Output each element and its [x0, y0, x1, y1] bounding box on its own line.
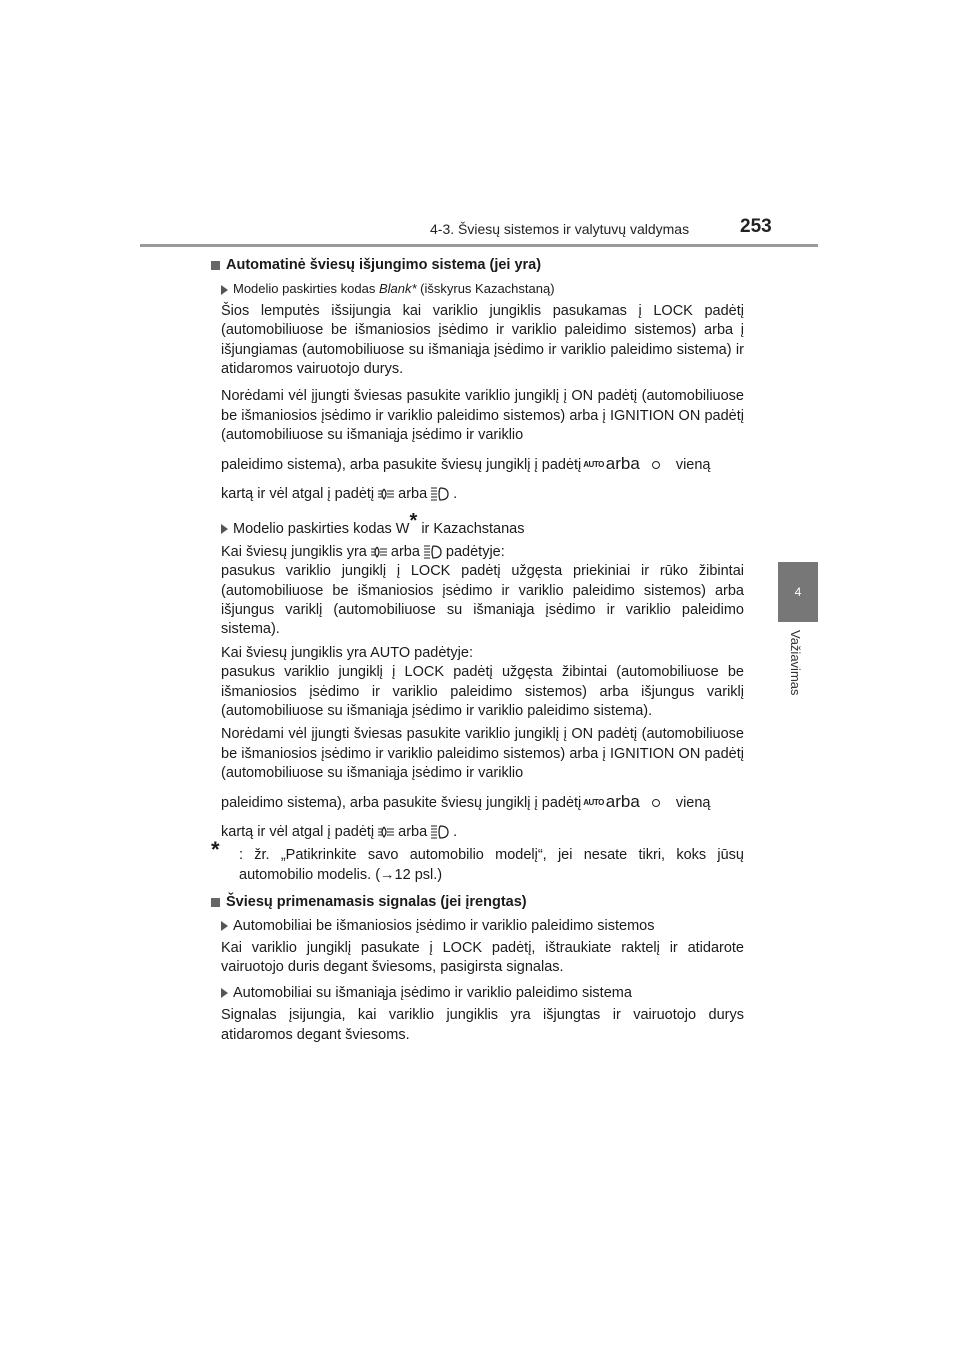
paragraph-text: paleidimo sistema), arba pasukite šviesų jungiklį į padėtį: [221, 794, 582, 811]
square-bullet-icon: [211, 261, 220, 270]
subheading-text: (išskyrus Kazachstaną): [416, 281, 555, 297]
subheading-text: Automobiliai be išmaniosios įsėdimo ir variklio paleidimo sistemos: [233, 917, 655, 934]
paragraph: Šios lemputės išsijungia kai variklio jungiklis pasukamas į LOCK padėtį (automobiliuose be išmaniosios įsėdimo ir variklio paleidimo sistemos) arba į išjungiamas (automobiliuose su išmaniąja įsėdimo ir variklio paleidimo sistema) ir atidaromos vairuotojo durys.: [221, 302, 744, 378]
page-number: 253: [740, 216, 772, 237]
paragraph: [221, 792, 744, 813]
fog-light-icon: [377, 488, 395, 500]
headlight-icon: [423, 544, 443, 560]
paragraph-text: kartą ir vėl atgal į padėtį: [221, 823, 375, 840]
paragraph: Kai šviesų jungiklis yra AUTO padėtyje:: [221, 644, 473, 661]
model-code: Blank*: [378, 281, 417, 297]
footnote-text: : žr. „Patikrinkite savo automobilio modelį“, jei nesate tikri, koks jūsų automobilio modelis. (→12 psl.): [239, 847, 744, 883]
chapter-label-text: Važiavimas: [788, 630, 803, 696]
paragraph-text: paleidimo sistema), arba pasukite šviesų jungiklį į padėtį: [221, 456, 582, 473]
section-heading: [211, 893, 744, 912]
subheading-text: Modelio paskirties kodas W: [233, 521, 410, 538]
paragraph: pasukus variklio jungiklį į LOCK padėtį užgęsta žibintai (automobiliuose be išmaniosios įsėdimo ir variklio paleidimo sistemos) arba išjungus variklį (automobiliuose su išmaniąja įsėdimo ir variklio paleidimo sistema).: [221, 664, 744, 719]
subheading: [211, 512, 744, 539]
paragraph-text: kartą ir vėl atgal į padėtį: [221, 486, 375, 503]
auto-light-icon: AUTO: [583, 798, 604, 808]
page-content: [211, 256, 744, 1045]
square-bullet-icon: [211, 898, 220, 907]
paragraph-text: .: [453, 823, 458, 840]
subheading-text: ir Kazachstanas: [417, 521, 525, 538]
arba-text: arba: [390, 543, 420, 560]
triangle-bullet-icon: [221, 285, 228, 295]
triangle-bullet-icon: [221, 921, 228, 931]
light-off-icon: [652, 799, 660, 807]
fog-light-icon: [377, 826, 395, 838]
section-heading: [211, 256, 744, 275]
subheading-text: Modelio paskirties kodas: [233, 281, 379, 297]
auto-light-icon: AUTO: [583, 460, 604, 470]
arba-text: arba: [398, 823, 428, 840]
paragraph: pasukus variklio jungiklį į LOCK padėtį užgęsta priekiniai ir rūko žibintai (automobiliuose be išmaniosios įsėdimo ir variklio paleidimo sistemos) arba išjungus variklį (automobiliuose su išmaniąja įsėdimo ir variklio paleidimo sistema).: [221, 563, 744, 638]
paragraph: Norėdami vėl įjungti šviesas pasukite variklio jungiklį į ON padėtį (automobiliuose be išmaniosios įsėdimo ir variklio paleidimo sistemos) arba į IGNITION ON padėtį (automobiliuose su išmaniąja įsėdimo ir variklio: [221, 388, 744, 444]
header-divider: [140, 244, 818, 247]
paragraph-text: Kai šviesų jungiklis yra: [221, 543, 367, 560]
arba-text: arba: [605, 453, 640, 473]
heading-text: Automatinė šviesų išjungimo sistema (jei yra): [226, 257, 542, 273]
section-title: 4-3. Šviesų sistemos ir valytuvų valdymas: [430, 221, 690, 237]
paragraph-text: .: [453, 486, 458, 503]
subheading: [211, 917, 744, 936]
footnote-star: *: [211, 837, 220, 863]
triangle-bullet-icon: [221, 988, 228, 998]
chapter-label: [785, 630, 805, 720]
headlight-icon: [430, 824, 450, 840]
paragraph: [221, 543, 744, 562]
paragraph: [221, 823, 744, 842]
paragraph: Norėdami vėl įjungti šviesas pasukite variklio jungiklį į ON padėtį (automobiliuose be išmaniosios įsėdimo ir variklio paleidimo sistemos) arba į IGNITION ON padėtį (automobiliuose su išmaniąja įsėdimo ir variklio: [221, 726, 744, 782]
arba-text: arba: [605, 791, 640, 811]
heading-text: Šviesų primenamasis signalas (jei įrengtas): [226, 894, 527, 911]
paragraph-text: padėtyje:: [445, 543, 505, 560]
paragraph-text: vieną: [675, 794, 711, 811]
paragraph: [221, 454, 744, 475]
headlight-icon: [430, 486, 450, 502]
footnote: [211, 837, 744, 885]
paragraph: [221, 485, 744, 504]
light-off-icon: [652, 461, 660, 469]
footnote-star: *: [409, 510, 418, 533]
paragraph: Kai variklio jungiklį pasukate į LOCK padėtį, ištraukiate raktelį ir atidarote vairuotojo duris degant šviesoms, pasigirsta signalas.: [221, 940, 744, 976]
chapter-tab: 4: [778, 562, 818, 622]
subheading: [211, 279, 744, 298]
paragraph: Signalas įsijungia, kai variklio jungiklis yra išjungtas ir vairuotojo durys atidaromos degant šviesoms.: [221, 1007, 744, 1043]
paragraph-text: vieną: [675, 456, 711, 473]
triangle-bullet-icon: [221, 524, 228, 534]
subheading-text: Automobiliai su išmaniąja įsėdimo ir variklio paleidimo sistema: [233, 984, 632, 1001]
arba-text: arba: [398, 486, 428, 503]
subheading: [211, 984, 744, 1003]
fog-light-icon: [370, 546, 388, 558]
